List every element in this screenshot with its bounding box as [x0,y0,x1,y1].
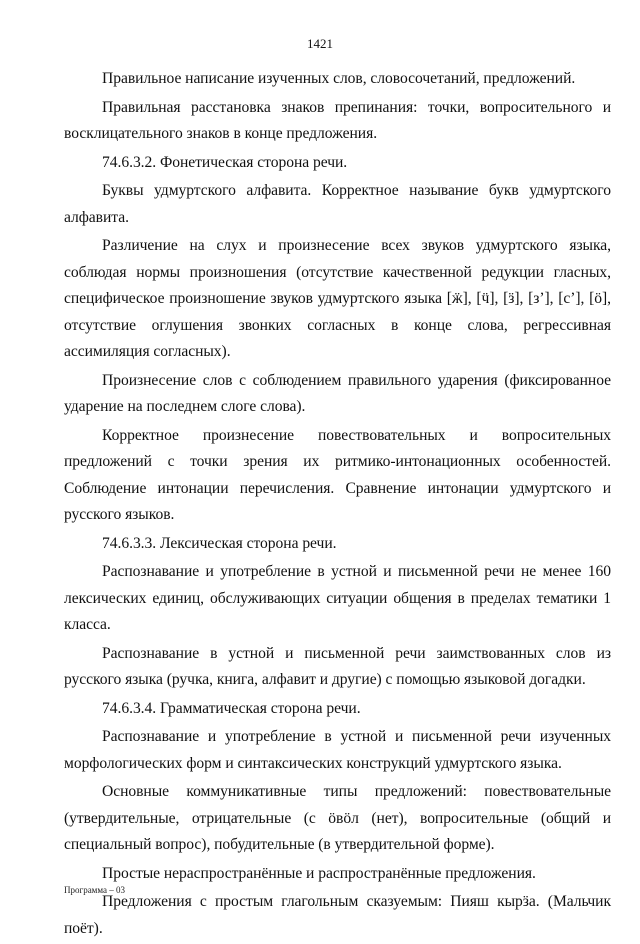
paragraph-verbal-predicate: Предложения с простым глагольным сказуемым: Пияш кырӟа. (Мальчик поёт). [64,893,611,937]
section-heading-phonetics: 74.6.3.2. Фонетическая сторона речи. [102,153,348,171]
paragraph-spelling: Правильное написание изученных слов, словосочетаний, предложений. [102,70,576,87]
paragraph-punctuation: Правильная расстановка знаков препинания: точки, вопросительного и восклицательного знаков в конце предложения. [64,98,611,142]
footer-label: Программа – 03 [64,885,126,895]
paragraph-sounds: Различение на слух и произнесение всех звуков удмуртского языка, соблюдая нормы произношения (отсутствие качественной редукции гласных, специфическое произношение звуков удмуртского языка [ӝ], [ӵ], [ӟ], [з’], [с’], [ӧ], отсутствие оглушения звонких согласных в конце слова, регрессивная ассимиляция согласных). [64,237,611,360]
paragraph-simple-sentences: Простые нераспространённые и распространённые предложения. [102,864,536,882]
paragraph-alphabet: Буквы удмуртского алфавита. Корректное называние букв удмуртского алфавита. [64,182,611,226]
section-heading-lexical: 74.6.3.3. Лексическая сторона речи. [102,534,337,552]
document-body [64,66,611,944]
paragraph-intonation: Корректное произнесение повествовательных и вопросительных предложений с точки зрения их ритмико-интонационных особенностей. Соблюдение интонации перечисления. Сравнение интонации удмуртского и русского языков. [64,426,611,523]
paragraph-grammar-forms: Распознавание и употребление в устной и письменной речи изученных морфологических форм и синтаксических конструкций удмуртского языка. [64,728,611,772]
paragraph-stress: Произнесение слов с соблюдением правильного ударения (фиксированное ударение на последнем слоге слова). [64,371,611,415]
paragraph-sentence-types: Основные коммуникативные типы предложений: повествовательные (утвердительные, отрицательные (с ӧвӧл (нет), вопросительные (общий и специальный вопрос), побудительные (в утвердительной форме). [64,783,611,853]
paragraph-lexical-units: Распознавание и употребление в устной и письменной речи не менее 160 лексических единиц, обслуживающих ситуации общения в пределах тематики 1 класса. [64,563,611,633]
page-number: 1421 [307,36,333,51]
paragraph-borrowed-words: Распознавание в устной и письменной речи заимствованных слов из русского языка (ручка, книга, алфавит и другие) с помощью языковой догадки. [64,644,611,688]
section-heading-grammar: 74.6.3.4. Грамматическая сторона речи. [102,699,361,717]
